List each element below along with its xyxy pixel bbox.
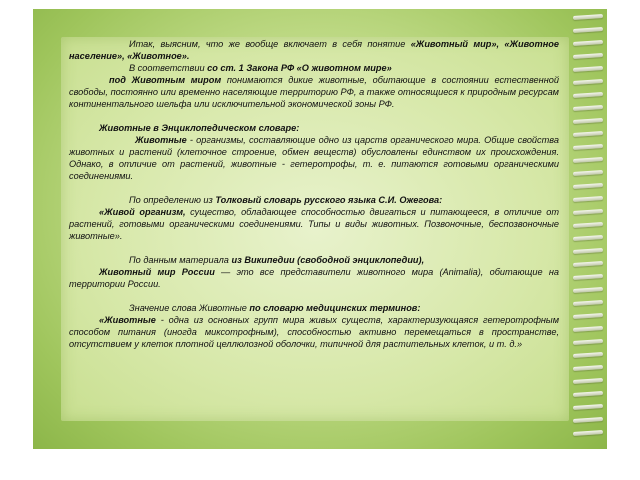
bold-run: Толковый словарь русского языка С.И. Ожегова: <box>215 195 443 205</box>
paragraph-law-def <box>69 74 559 110</box>
text-run: Значение слова Животные <box>129 303 250 313</box>
paragraph-medical-ref <box>69 302 559 314</box>
text-run: По данным материала <box>129 255 232 265</box>
paragraph-law-ref <box>69 62 559 74</box>
paragraph-encyclopedia <box>69 134 559 182</box>
bold-run: под Животным миром <box>109 75 222 85</box>
bold-run: «Животный мир», «Животное население», «Животное». <box>69 39 559 61</box>
paragraph-intro <box>69 38 559 62</box>
bold-run: по словарю медицинских терминов: <box>249 303 421 313</box>
bold-run: со ст. 1 Закона РФ «О животном мире» <box>207 63 392 73</box>
text-run: Итак, выясним, что же вообще включает в себя понятие <box>129 39 411 49</box>
paragraph-medical-def <box>69 314 559 350</box>
bold-run: Животный мир России <box>99 267 215 277</box>
bold-run: Животные в Энциклопедическом словаре: <box>99 123 300 133</box>
bold-run: «Животные <box>99 315 156 325</box>
section-heading-encyclopedia <box>69 122 559 134</box>
text-run: По определению из <box>129 195 216 205</box>
bold-run: «Живой организм, <box>99 207 186 217</box>
text-run: - организмы, составляющие одно из царств органического мира. Общие свойства животных и растений (клеточное строение, обмен веществ) обусловлены единством их происхождения. Однако, в отличие от растений, животные - гетеротрофы, т. е. питаются готовыми органическими соединениями. <box>69 135 559 181</box>
text-run: — это все представители животного мира (Animalia), обитающие на территории России. <box>69 267 559 289</box>
bold-run: Животные <box>135 135 187 145</box>
paragraph-ozhegov-def <box>69 206 559 242</box>
bold-run: из Википедии (свободной энциклопедии), <box>231 255 425 265</box>
text-run: - одна из основных групп мира живых существ, характеризующаяся гетеротрофным способом питания (иногда миксотрофным), способностью активно перемещаться в пространстве, отсутствием у клеток плотной целлюлозной оболочки, типичной для растительных клеток, и т. д.» <box>69 315 559 349</box>
text-run: существо, обладающее способностью двигаться и питающееся, в отличие от растений, готовыми органическими соединениями. Типы и виды животных. Позвоночные, беспозвоночные животные». <box>69 207 559 241</box>
text-run: В соответствии <box>129 63 208 73</box>
paragraph-wiki-def <box>69 266 559 290</box>
spiral-binding <box>567 15 607 443</box>
document-body <box>69 38 559 350</box>
text-run: понимаются дикие животные, обитающие в состоянии естественной свободы, постоянно или временно населяющие территорию РФ, а также относящиеся к природным ресурсам континентального шельфа или исключительной экономической зоны РФ. <box>69 75 559 109</box>
paragraph-wiki-ref <box>69 254 559 266</box>
paragraph-ozhegov-ref <box>69 194 559 206</box>
